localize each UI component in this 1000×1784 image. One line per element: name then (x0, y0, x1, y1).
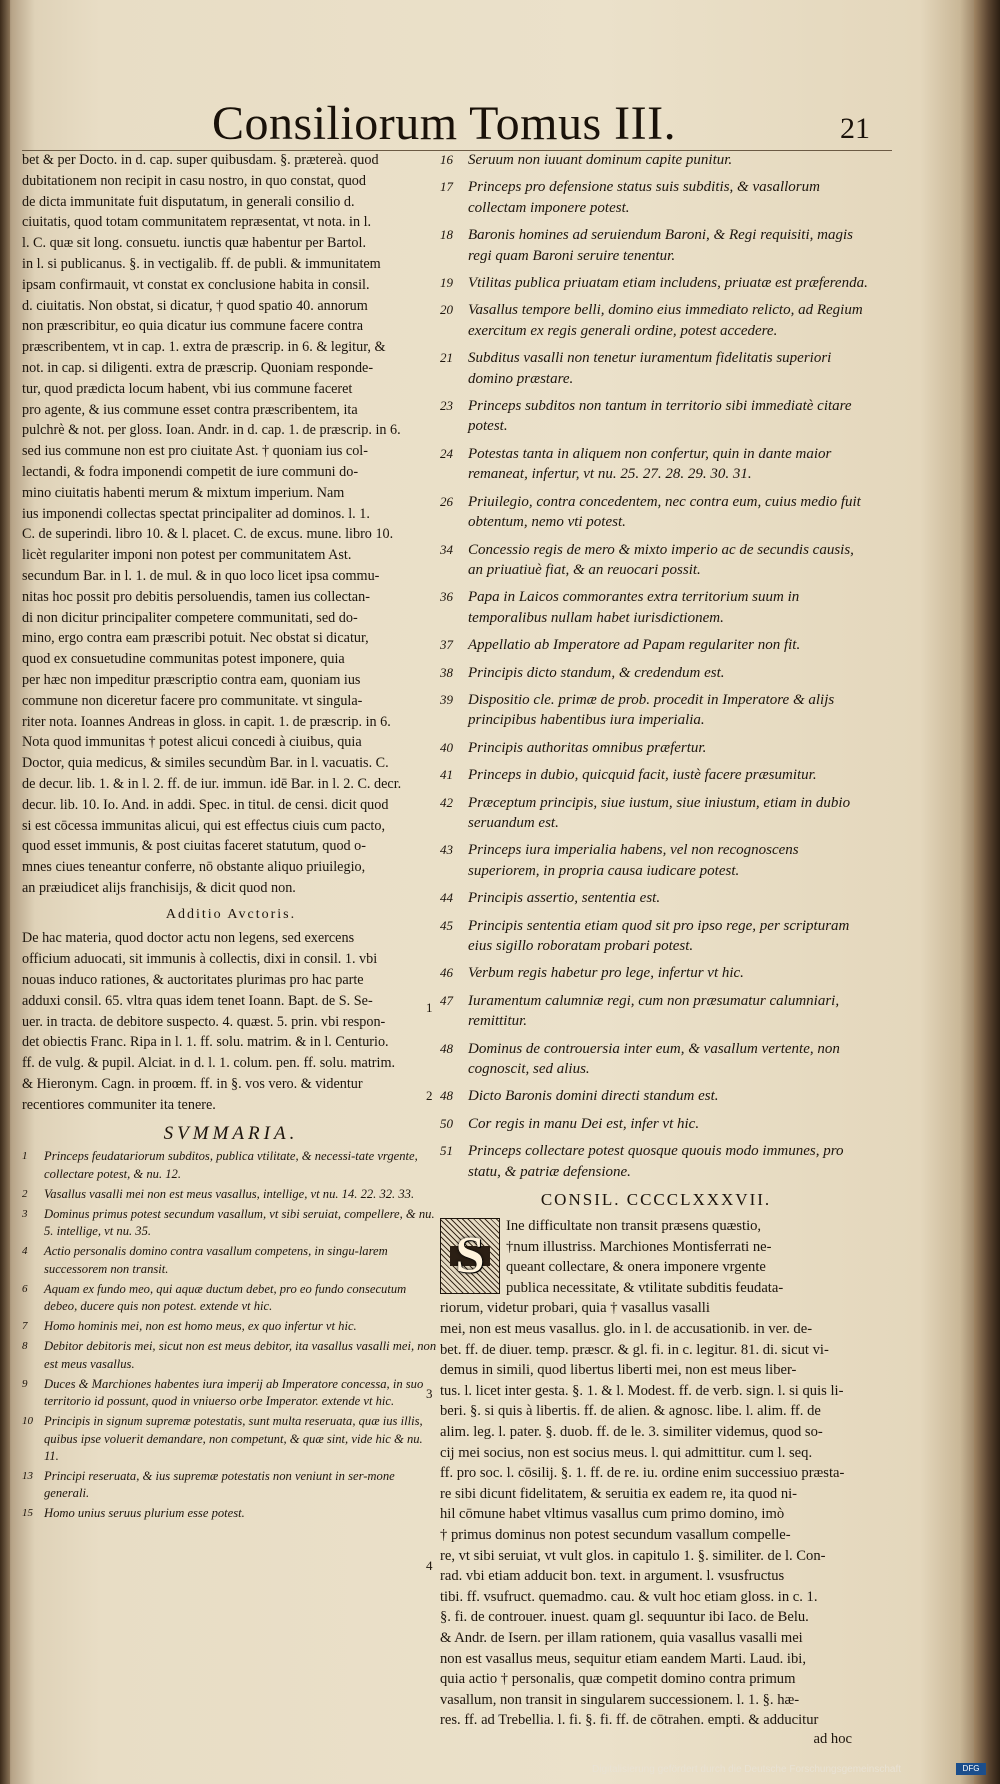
text-line: ius imponendi collectas spectat principaliter ad dominos. l. 1. (22, 505, 370, 522)
consilium-line: demus in simili, quod libertus liberti mei, non est meus liber- (440, 1362, 797, 1379)
summaria-item (440, 225, 872, 266)
summaria-item (440, 1141, 872, 1182)
item-number: 7 (22, 1320, 28, 1333)
consilium-line: quia actio † personalis, quæ competit domino contra primum (440, 1671, 796, 1688)
text-line: dubitationem non recipit in casu nostro, in quo constat, quod (22, 172, 366, 189)
text-line: mino ciuitatis habenti merum & mixtum imperium. Nam (22, 484, 345, 501)
consilium-line: beri. §. si quis à libertis. ff. de alien. & agnosc. libe. l. alim. ff. de (440, 1403, 821, 1420)
text-line: Doctor, quia medicus, & similes secundùm Bar. in l. vacuatis. C. (22, 755, 389, 772)
summaria-item (440, 888, 872, 908)
item-number: 19 (440, 275, 453, 291)
item-number: 1 (22, 1150, 28, 1163)
addition-line: det obiectis Franc. Ripa in l. 1. ff. solu. matrim. & in l. Centurio. (22, 1034, 389, 1051)
summaria-item (440, 1086, 872, 1106)
consilium-line: rad. vbi etiam adducit bon. text. in argument. l. vsusfructus (440, 1568, 785, 1585)
item-number: 17 (440, 179, 453, 195)
summaria-item (440, 765, 872, 785)
addition-line: De hac materia, quod doctor actu non legens, sed exercens (22, 930, 355, 947)
page-number: 21 (840, 112, 870, 145)
consilium-line: ff. pro soc. l. cōsilij. §. 1. ff. de re. iu. ordine enim successiuo præsta- (440, 1465, 845, 1482)
text-line: de dicta immunitate fuit disputatum, in generali consilio d. (22, 193, 355, 210)
addition-text (22, 928, 440, 1115)
text-line: non præscribitur, eo quia dicatur ius commune facere contra (22, 318, 363, 335)
summaria-item (22, 1281, 440, 1315)
item-text: Papa in Laicos commorantes extra territorium suum in temporalibus nullam habet iurisdictionem. (468, 589, 800, 626)
text-line: decur. lib. 10. Io. And. in addi. Spec. in titul. de censi. dicit quod (22, 796, 389, 813)
consilium-line: queant collectare, & onera imponere vrgente (506, 1259, 766, 1276)
text-line: pro agente, & ius commune esset contra præscribentem, ita (22, 401, 358, 418)
item-text: Princeps collectare potest quosque quouis modo immunes, pro statu, & patriæ defensione. (468, 1143, 844, 1180)
summaria-item (22, 1338, 440, 1372)
item-number: 6 (22, 1282, 28, 1295)
text-line: an præiudicet alijs franchisijs, & dicit quod non. (22, 879, 296, 896)
consilium-line: alim. leg. l. pater. §. duob. ff. de le. 3. similiter videmus, quod so- (440, 1424, 823, 1440)
item-text: Dominus de controuersia inter eum, & vasallum vertente, non cognoscit, sed alius. (468, 1040, 840, 1078)
consilium-line: † primus dominus non potest secundum vasallum compelle- (440, 1526, 791, 1543)
addition-line: officium aduocati, sit immunis à collectis, dixi in consil. 1. vbi (22, 951, 378, 968)
text-line: nitas hoc possit pro debitis persoluendis, tamen ius collectan- (22, 588, 370, 605)
margin-number: 3 (426, 1386, 433, 1401)
summaria-item (22, 1206, 440, 1240)
running-header: Consiliorum Tomus III. (212, 97, 677, 150)
item-text: Principis assertio, sententia est. (468, 890, 661, 907)
summaria-item (440, 1039, 872, 1080)
summaria-item (440, 300, 872, 341)
item-text: Princeps in dubio, quicquid facit, iustè facere præsumitur. (468, 767, 817, 784)
item-number: 9 (22, 1377, 28, 1390)
consilium-line: & Andr. de Isern. per illam rationem, quia vasallus vasalli mei (440, 1629, 803, 1646)
right-column (440, 150, 872, 1748)
summaria-item (440, 348, 872, 389)
item-text: Cor regis in manu Dei est, infer vt hic. (468, 1115, 700, 1132)
summaria-item (22, 1413, 440, 1465)
text-line: præscribentem, vt in cap. 1. extra de præscrip. in 6. & legitur, & (22, 339, 386, 356)
item-number: 34 (440, 541, 453, 557)
item-text: Dicto Baronis domini directi standum est. (468, 1088, 719, 1105)
item-number: 13 (22, 1469, 33, 1482)
page-edge (974, 0, 1000, 1784)
text-line: di non dicitur principaliter competere communitati, sed do- (22, 609, 358, 626)
item-number: 42 (440, 794, 453, 810)
addition-line: ff. de vulg. & pupil. Alciat. in d. l. 1. colum. pen. ff. solu. matrim. (22, 1055, 396, 1072)
addition-heading: Additio Avctoris. (165, 906, 297, 922)
item-number: 15 (22, 1507, 33, 1520)
item-number: 47 (440, 992, 453, 1008)
book-spine (0, 0, 10, 1784)
item-number: 21 (440, 350, 453, 366)
consilium-line: publica necessitate, & vtilitate subditis feudata- (506, 1279, 784, 1296)
consilium-line: mei, non est meus vasallus. glo. in l. de accusationib. in ver. de- (440, 1321, 813, 1338)
summaria-item (440, 177, 872, 218)
consilium-line: †num illustriss. Marchiones Montisferrati ne- (506, 1238, 772, 1255)
consilium-text (440, 1216, 872, 1731)
item-number: 37 (440, 637, 453, 653)
text-line: riter nota. Ioannes Andreas in gloss. in capit. 1. de præscrip. in 6. (22, 713, 391, 730)
margin-number: 4 (426, 1558, 433, 1573)
addition-line: & Hieronym. Cagn. in proœm. ff. in §. vos vero. & videntur (22, 1076, 363, 1093)
consilium-line: re sibi dicunt fidelitatem, & seruitia ex eadem re, ita quod ni- (440, 1485, 798, 1502)
item-number: 24 (440, 445, 453, 461)
text-line: secundum Bar. in l. 1. de mul. & in quo loco licet ipsa commu- (22, 567, 380, 584)
summaria-item (22, 1468, 440, 1502)
item-text: Princeps feudatariorum subditos, publica vtilitate, & necessi-tate vrgente, collectare potest, & nu. 12. (44, 1149, 418, 1181)
text-line: l. C. quæ sit long. consuetu. iunctis quæ habentur per Bartol. (22, 235, 367, 252)
digitization-credit: Digitalisierung gefördert durch die Deutsche Forschungsgemeinschaft (592, 1764, 902, 1775)
consilium-line: res. ff. ad Trebellia. l. fi. §. fi. ff. de cōtrahen. empti. & adducitur (440, 1712, 819, 1729)
item-number: 46 (440, 965, 453, 981)
item-number: 4 (22, 1245, 28, 1258)
text-line: commune non diceretur facere pro communitate. vt singula- (22, 692, 363, 709)
item-text: Principis authoritas omnibus præfertur. (468, 739, 707, 756)
item-text: Iuramentum calumniæ regi, cum non præsumatur calumniari, remittitur. (468, 992, 840, 1030)
item-text: Principis dicto standum, & credendum est. (468, 664, 725, 681)
summaria-item (440, 540, 872, 581)
item-number: 3 (22, 1208, 28, 1221)
text-line: quod ex consuetudine communitas potest imponere, quia (22, 651, 345, 668)
summaria-item (22, 1505, 440, 1522)
item-text: Principis in signum supremæ potestatis, sunt multa reseruata, quæ ius illis, quibus ipse voluerit demandare, non competunt, & quæ sint, vide hic & nu. 11. (44, 1414, 423, 1463)
summaria-item (22, 1148, 440, 1182)
text-line: tur, quod prædicta locum habent, vbi ius commune faceret (22, 380, 353, 397)
summaria-item (440, 963, 872, 983)
consilium-line: §. fi. de controuer. inuest. quam gl. sequuntur ibi Iaco. de Belu. (440, 1609, 809, 1626)
consilium-line: cij mei socius, non est socius meus. l. qui admittitur. cum l. seq. (440, 1444, 813, 1461)
decorated-initial (440, 1218, 500, 1294)
item-text: Potestas tanta in aliquem non confertur, quin in dante maior remaneat, infertur, vt nu. 25. 27. 28. 29. 30. 31. (468, 445, 832, 483)
item-text: Baronis homines ad seruiendum Baroni, & Regi requisiti, magis regi quam Baroni seruire tenentur. (468, 227, 853, 264)
item-number: 20 (440, 302, 453, 318)
text-line: in l. si publicanus. §. in vectigalib. ff. de publi. & immunitatem (22, 255, 381, 272)
item-number: 2 (22, 1187, 28, 1200)
item-number: 50 (440, 1115, 453, 1131)
summaria-item (440, 793, 872, 834)
summaria-item (440, 1114, 872, 1134)
addition-line: recentiores communiter ita tenere. (22, 1096, 216, 1113)
summaria-item (440, 840, 872, 881)
item-text: Seruum non iuuant dominum capite punitur. (468, 152, 733, 168)
text-line: quod esset immunis, & post ciuitas faceret statutum, quod o- (22, 838, 366, 855)
summaria-item (440, 587, 872, 628)
item-text: Homo unius seruus plurium esse potest. (44, 1506, 245, 1521)
consilium-line: non est vasallus meus, sequitur etiam eandem Marti. Laud. ibi, (440, 1650, 806, 1667)
left-text-block (22, 150, 440, 899)
text-line: mnes ciues teneantur conferre, nō obstante aliquo priuilegio, (22, 859, 366, 876)
item-text: Duces & Marchiones habentes iura imperij ab Imperatore concessa, in suo territorio id possunt, quod in vniuerso orbe Imperator. extende vt hic. (44, 1376, 424, 1409)
text-line: per hæc non impeditur præscriptio contra eam, quoniam ius (22, 671, 361, 688)
item-number: 10 (22, 1415, 33, 1428)
summaria-continued-list (440, 150, 872, 1182)
item-text: Principi reseruata, & ius supremæ potestatis non veniunt in ser-mone generali. (44, 1468, 395, 1501)
text-line: d. ciuitatis. Non obstat, si dicatur, † quod spatio 40. annorum (22, 297, 368, 314)
consilium-line: riorum, videtur probari, quia † vasallus vasalli (440, 1300, 710, 1317)
item-text: Principis sententia etiam quod sit pro ipso rege, per scripturam eius sigillo roboratam probari potest. (468, 917, 850, 954)
item-number: 41 (440, 767, 453, 783)
text-line: bet & per Docto. in d. cap. super quibusdam. §. prætereà. quod (22, 152, 379, 168)
summaria-item (22, 1376, 440, 1410)
item-number: 40 (440, 739, 453, 755)
consilium-heading: CONSIL. CCCCLXXXVII. (540, 1190, 772, 1210)
summaria-heading: SVMMARIA. (163, 1122, 299, 1144)
text-line: not. in cap. si diligenti. extra de præscrip. Quoniam responde- (22, 359, 374, 376)
summaria-item (440, 635, 872, 655)
summaria-item (440, 916, 872, 957)
item-number: 51 (440, 1143, 453, 1159)
item-text: Princeps iura imperialia habens, vel non recognoscens superiorem, in propria causa iudicare potest. (468, 842, 799, 879)
item-text: Aquam ex fundo meo, qui aquæ ductum debet, pro eo fundo consecutum debeo, ducere quis non potest. extende vt hic. (44, 1281, 407, 1314)
consilium-line: vasallum, non transit in singularem successionem. l. 1. §. hæ- (440, 1691, 800, 1708)
summaria-item (440, 738, 872, 758)
initial-letter: S (450, 1246, 491, 1267)
catchword: ad hoc (813, 1730, 852, 1747)
item-number: 16 (440, 152, 453, 167)
addition-line: uer. in tracta. de debitore suspecto. 4. quæst. 5. prin. vbi respon- (22, 1013, 386, 1030)
consilium-line: tus. l. licet inter gesta. §. 1. & l. Modest. ff. de verb. sign. l. si quis li- (440, 1382, 844, 1399)
item-text: Vtilitas publica priuatam etiam includens, priuatæ est præferenda. (468, 275, 868, 292)
summaria-item (440, 150, 872, 170)
item-number: 48 (440, 1040, 453, 1056)
consilium-line: bet. ff. de diuer. temp. præscr. & gl. fi. in c. legitur. 81. di. sicut vi- (440, 1341, 829, 1358)
item-text: Appellatio ab Imperatore ad Papam regulariter non fit. (468, 637, 801, 654)
consilium-lines (440, 1216, 872, 1731)
addition-line: nouas induco rationes, & auctoritates plurimas pro hac parte (22, 972, 364, 989)
item-text: Princeps pro defensione status suis subditis, & vasallorum collectam imponere potest. (468, 179, 820, 216)
summaria-item (22, 1318, 440, 1335)
item-text: Præceptum principis, siue iustum, siue iniustum, etiam in dubio seruandum est. (468, 794, 851, 831)
summaria-item (22, 1186, 440, 1203)
consilium-line: Ine difficultate non transit præsens quæstio, (506, 1218, 762, 1235)
left-column (22, 150, 440, 1526)
item-number: 23 (440, 398, 453, 414)
item-number: 18 (440, 227, 453, 243)
summaria-item (440, 273, 872, 293)
summaria-list (22, 1148, 440, 1522)
item-number: 39 (440, 691, 453, 707)
text-line: lectandi, & fodra imponendi competit de iure communi do- (22, 463, 359, 480)
summaria-item (22, 1243, 440, 1277)
item-text: Priuilegio, contra concedentem, nec contra eum, cuius medio fuit obtentum, nemo vti potest. (468, 493, 861, 531)
item-number: 48 (440, 1088, 453, 1104)
margin-number: 2 (426, 1088, 433, 1103)
summaria-item (440, 444, 872, 485)
item-number: 38 (440, 664, 453, 680)
text-line: ipsam confirmauit, vt constat ex conclusione habita in consil. (22, 276, 370, 293)
item-number: 43 (440, 842, 453, 858)
item-number: 8 (22, 1340, 28, 1353)
item-text: Subditus vasalli non tenetur iuramentum fidelitatis superiori domino præstare. (468, 350, 832, 387)
item-text: Homo hominis mei, non est homo meus, ex quo infertur vt hic. (44, 1319, 357, 1334)
consilium-line: re, vt sibi seruiat, vt vult glos. in capitulo 1. §. similiter. de l. Con- (440, 1547, 826, 1564)
item-number: 36 (440, 589, 453, 605)
text-line: ciuitatis, quod totam communitatem repræsentat, vt nota. in l. (22, 214, 372, 231)
consilium-line: hil cōmune habet vltimus vasallus cum primo domino, imò (440, 1506, 785, 1523)
item-text: Vasallus vasalli mei non est meus vasallus, intellige, vt nu. 14. 22. 32. 33. (44, 1186, 415, 1201)
item-text: Verbum regis habetur pro lege, infertur vt hic. (468, 965, 744, 982)
summaria-item (440, 690, 872, 731)
item-number: 45 (440, 917, 453, 933)
text-line: si est cōcessa immunitas alicui, qui est effectus ciuis cum pacto, (22, 817, 386, 834)
text-line: licèt regulariter imponi non potest per communitatem Ast. (22, 547, 352, 564)
text-line: C. de superindi. libro 10. & l. placet. C. de excus. mune. libro 10. (22, 526, 394, 543)
summaria-item (440, 396, 872, 437)
item-number: 44 (440, 890, 453, 906)
item-text: Debitor debitoris mei, sicut non est meus debitor, ita vasallus vasalli mei, non est meus vasallus. (44, 1339, 437, 1371)
item-number: 26 (440, 493, 453, 509)
item-text: Actio personalis domino contra vasallum competens, in singu-larem successorem non transit. (44, 1244, 388, 1276)
item-text: Princeps subditos non tantum in territorio sibi immediatè citare potest. (468, 398, 852, 435)
text-line: de decur. lib. 1. & in l. 2. ff. de iur. immun. idē Bar. in l. 2. C. decr. (22, 775, 402, 792)
consilium-line: tibi. ff. vsufruct. quemadmo. cau. & vult hoc etiam gloss. in c. 1. (440, 1588, 818, 1605)
text-line: Nota quod immunitas † potest alicui concedi à ciuibus, quia (22, 734, 362, 751)
text-line: sed ius commune non est pro ciuitate Ast. † quoniam ius col- (22, 443, 368, 460)
margin-number: 1 (426, 1000, 433, 1015)
dfg-logo: DFG (956, 1763, 986, 1775)
text-line: mino, ergo contra eam præscribi potuit. Nec obstat si dicatur, (22, 630, 369, 647)
item-text: Concessio regis de mero & mixto imperio ac de secundis causis, an priuatiuè fiat, & an reuocari possit. (468, 541, 854, 578)
item-text: Dominus primus potest secundum vasallum, vt sibi seruiat, compellere, & nu. 5. intellige, vt nu. 35. (44, 1207, 435, 1239)
item-text: Vasallus tempore belli, domino eius immediato relicto, ad Regium exercitum ex regis generali ordine, potest accedere. (468, 302, 863, 339)
addition-line: adduxi consil. 65. vltra quas idem tenet Ioann. Bapt. de S. Se- (22, 992, 373, 1009)
text-line: pulchrè & not. per gloss. Ioan. Andr. in d. cap. 1. de præscrip. in 6. (22, 422, 401, 439)
summaria-item (440, 492, 872, 533)
item-text: Dispositio cle. primæ de prob. procedit in Imperatore & alijs principibus habentibus iura imperialia. (468, 691, 835, 729)
summaria-item (440, 991, 872, 1032)
summaria-item (440, 663, 872, 683)
